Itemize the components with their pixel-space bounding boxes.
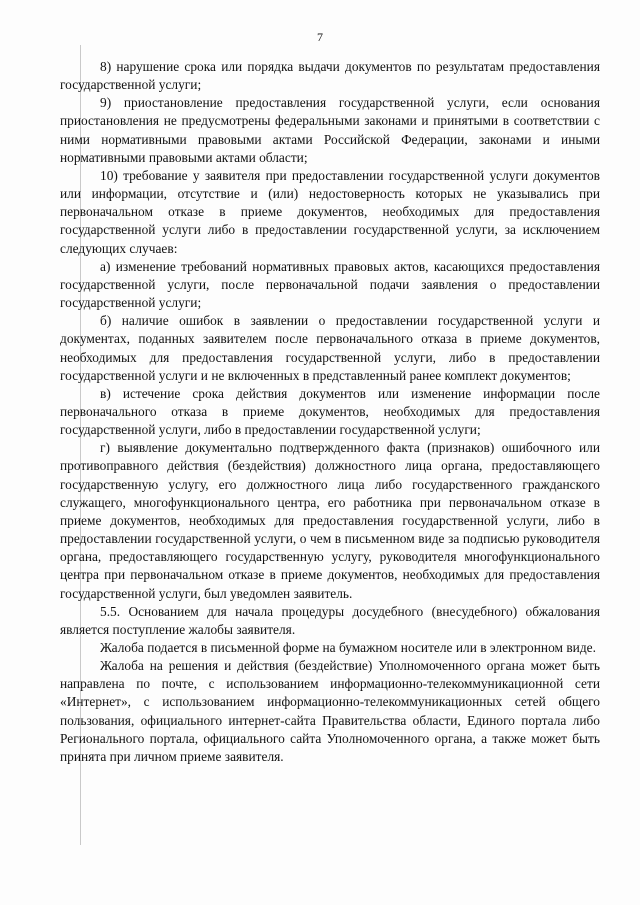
- paragraph-section-5-5: 5.5. Основанием для начала процедуры досудебного (внесудебного) обжалования является поступление жалобы заявителя.: [60, 603, 600, 637]
- paragraph-item-9: 9) приостановление предоставления государственной услуги, если основания приостановления не предусмотрены федеральными законами и принятыми в соответствии с ними нормативными правовыми актами Российской Федерации, законами и иными нормативными правовыми актами области;: [60, 95, 600, 165]
- paragraph-subitem-v: в) истечение срока действия документов или изменение информации после первоначального отказа в приеме документов, необходимых для предоставления государственной услуги, либо в предоставлении государственной услуги;: [60, 385, 600, 438]
- paragraph-complaint-form: Жалоба подается в письменной форме на бумажном носителе или в электронном виде.: [100, 640, 596, 655]
- paragraph-item-10: 10) требование у заявителя при предоставлении государственной услуги документов или информации, отсутствие и (или) недостоверность которых не указывались при первоначальном отказе в приеме документов, необходимых для предоставления государственной услуги либо в предоставлении государственной услуги, за исключением следующих случаев:: [60, 167, 600, 256]
- paragraph-subitem-a: а) изменение требований нормативных правовых актов, касающихся предоставления государственной услуги, после первоначальной подачи заявления о предоставлении государственной услуги;: [60, 258, 600, 311]
- paragraph-subitem-b: б) наличие ошибок в заявлении о предоставлении государственной услуги и документах, поданных заявителем после первоначального отказа в приеме документов, необходимых для предоставления государственной услуги, либо в предоставлении государственной услуги и не включенных в представленный ранее комплект документов;: [60, 313, 600, 383]
- paragraph-complaint-channels: Жалоба на решения и действия (бездействие) Уполномоченного органа может быть направлена по почте, с использованием информационно-телекоммуникационной сети «Интернет», с использованием информационно-телекоммуникационных сетей общего пользования, официального интернет-сайта Правительства области, Единого портала либо Регионального портала, официального сайта Уполномоченного органа, а также может быть принята при личном приеме заявителя.: [60, 658, 600, 764]
- paragraph-item-8: 8) нарушение срока или порядка выдачи документов по результатам предоставления государственной услуги;: [60, 59, 600, 93]
- document-body: [60, 58, 600, 766]
- paragraph-subitem-g: г) выявление документально подтвержденного факта (признаков) ошибочного или противоправного действия (бездействия) должностного лица органа, предоставляющего государственную услугу, его должностного лица либо государственного гражданского служащего, многофункционального центра, его работника при первоначальном отказе в приеме документов, необходимых для предоставления государственной услуги, либо в предоставлении государственной услуги, о чем в письменном виде за подписью руководителя органа, предоставляющего государственную услугу, руководителя многофункционального центра при первоначальном отказе в приеме документов, необходимых для предоставления государственной услуги, был уведомлен заявитель.: [60, 440, 600, 601]
- page-number: 7: [317, 30, 323, 44]
